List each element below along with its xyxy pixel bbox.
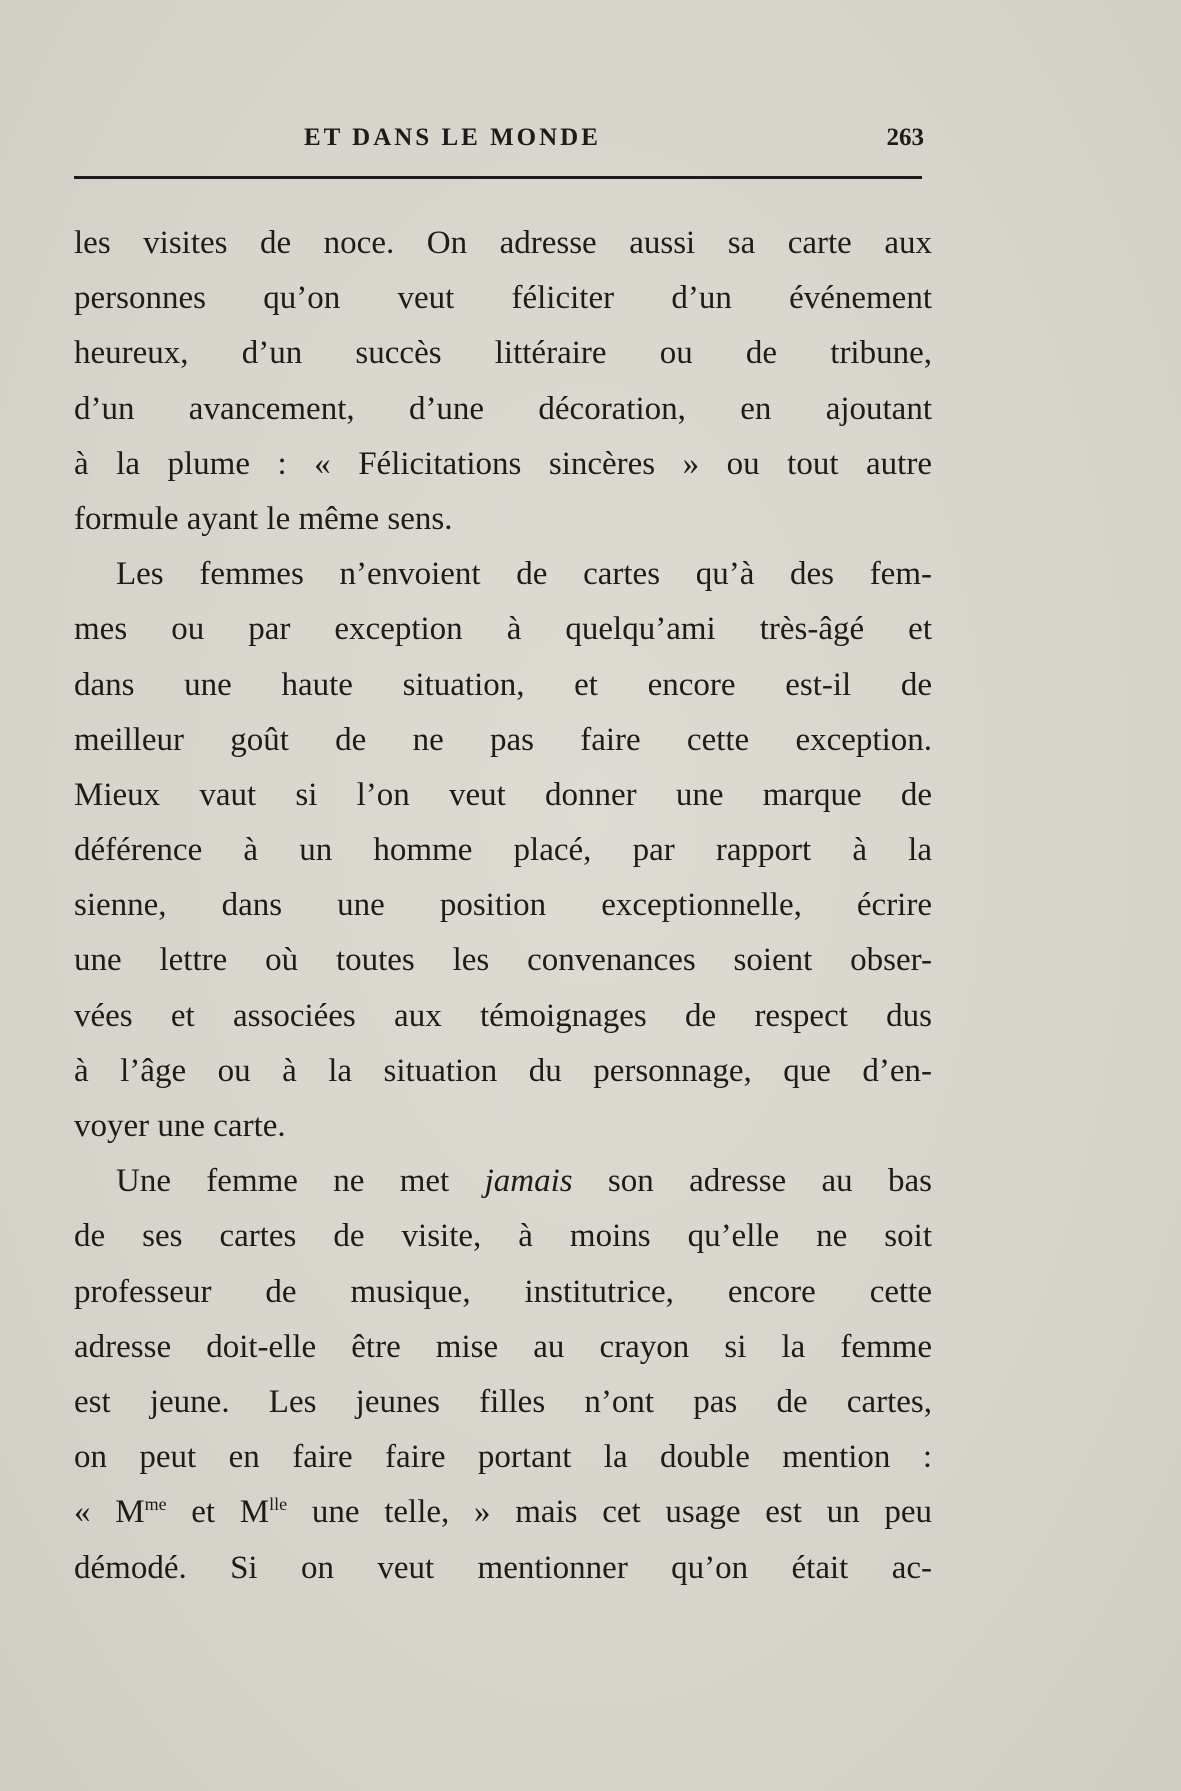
italic-word: jamais [484,1163,573,1200]
page-number: 263 [886,124,924,151]
text-segment: « M [74,1494,145,1531]
text-line: d’un avancement, d’une décoration, en ajoutant [74,390,932,427]
text-line [74,1485,932,1540]
text-segment: Une femme ne met [116,1163,485,1200]
text-line: les visites de noce. On adresse aussi sa carte aux [74,225,932,261]
text-line: professeur de musique, institutrice, encore cette [74,1273,932,1310]
text-line: est jeune. Les jeunes filles n’ont pas de cartes, [74,1383,932,1420]
text-line: formule ayant le même sens. [74,500,453,537]
header-rule [74,176,922,179]
text-line: voyer une carte. [74,1108,286,1144]
text-line: mes ou par exception à quelqu’ami très-âgé et [74,611,932,648]
text-line: adresse doit-elle être mise au crayon si la femme [74,1328,932,1365]
text-segment: son adresse au bas [572,1163,932,1200]
text-line: de ses cartes de visite, à moins qu’elle ne soit [74,1218,932,1255]
text-line: vées et associées aux témoignages de respect dus [74,997,932,1034]
text-segment: et M [166,1494,270,1531]
text-line: personnes qu’on veut féliciter d’un événement [74,280,932,317]
superscript: lle [269,1494,288,1515]
superscript: me [144,1494,167,1515]
text-line: sienne, dans une position exceptionnelle, écrire [74,887,932,924]
text-line: démodé. Si on veut mentionner qu’on était ac- [74,1549,932,1586]
text-line: heureux, d’un succès littéraire ou de tribune, [74,335,932,372]
page-header [74,120,924,160]
text-line: on peut en faire faire portant la double mention : [74,1439,932,1476]
text-segment: une telle, » mais cet usage est un peu [287,1494,932,1531]
text-line [74,1154,932,1209]
text-line: à la plume : « Félicitations sincères » ou tout autre [74,445,932,482]
text-line: meilleur goût de ne pas faire cette exception. [74,721,932,758]
text-line: à l’âge ou à la situation du personnage, que d’en- [74,1052,932,1089]
body-text [74,216,932,1596]
text-line: Les femmes n’envoient de cartes qu’à des fem- [116,556,932,593]
text-line: dans une haute situation, et encore est-il de [74,666,932,703]
text-line: déférence à un homme placé, par rapport à la [74,832,932,869]
text-line: une lettre où toutes les convenances soient obser- [74,942,932,979]
text-line: Mieux vaut si l’on veut donner une marque de [74,776,932,813]
running-title: ET DANS LE MONDE [304,124,601,151]
